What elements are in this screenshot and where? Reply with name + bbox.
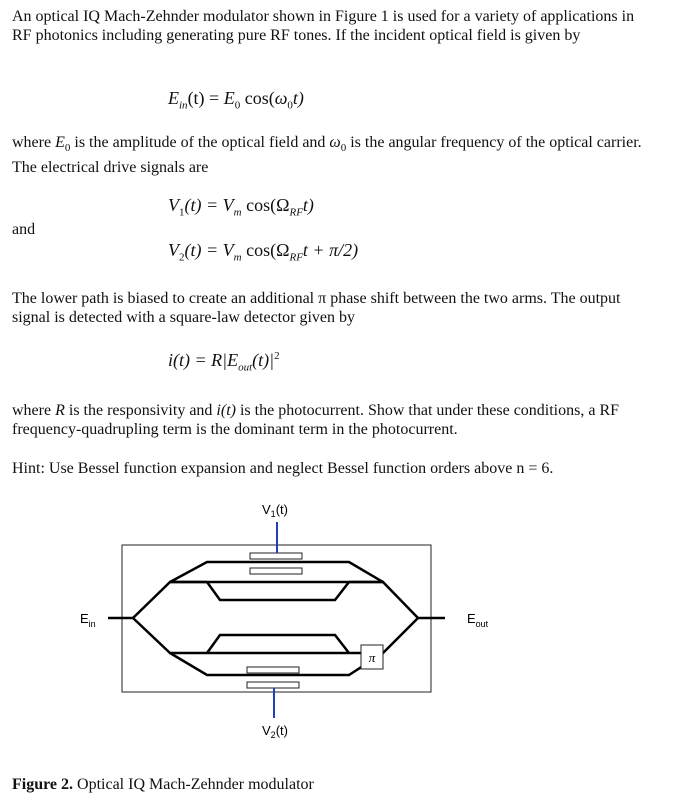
lower-sub-mz-top [207,635,349,653]
v1-label: $V_1(t)$ [262,502,288,519]
upper-electrode-top [250,553,302,559]
upper-sub-mz-bottom [207,582,349,600]
equation-photocurrent: $i(t) = R|E_{out}(t)|^2$ [168,350,280,374]
equation-drive-v1: $V_1(t) = V_m$ $\cos(\Omega_{RF}t)$ [168,195,314,219]
upper-electrode-bottom [250,568,302,574]
hint-text: Hint: Use Bessel function expansion and neglect Bessel function orders above n = 6. [12,460,554,477]
iq-mzm-diagram [0,490,694,760]
definitions-paragraph: where $E_0$ is the amplitude of the optical field and $\omega_0$ is the angular frequency of the optical carrier. The electrical drive signals are [12,134,642,177]
equation-incident-field: $E_{in}(t) = E_0$ $\cos(\omega_0t)$ [168,88,304,112]
ein-label: $E_{in}$ [80,611,96,629]
lower-electrode-bottom [247,682,299,688]
v2-label: $V_2(t)$ [262,723,288,740]
intro-paragraph: An optical IQ Mach-Zehnder modulator shown in Figure 1 is used for a variety of applications in RF photonics including generating pure RF tones. If the incident optical field is given by [12,8,635,44]
and-text: and [12,221,36,238]
eout-label: $E_{out}$ [467,611,489,629]
equation-drive-v2: $V_2(t) = V_m$ $\cos(\Omega_{RF}t + \pi/2)$ [168,240,359,264]
figure-caption: Figure 2. Optical IQ Mach-Zehnder modulator [12,776,314,793]
phase-label: π [368,650,376,665]
bias-paragraph: The lower path is biased to create an additional π phase shift between the two arms. The output signal is detected with a square-law detector given by [12,290,621,326]
lower-electrode-top [247,667,299,673]
task-paragraph: where R is the responsivity and i(t) is the photocurrent. Show that under these conditions, a RF frequency-quadrupling term is the dominant term in the photocurrent. [12,402,620,438]
